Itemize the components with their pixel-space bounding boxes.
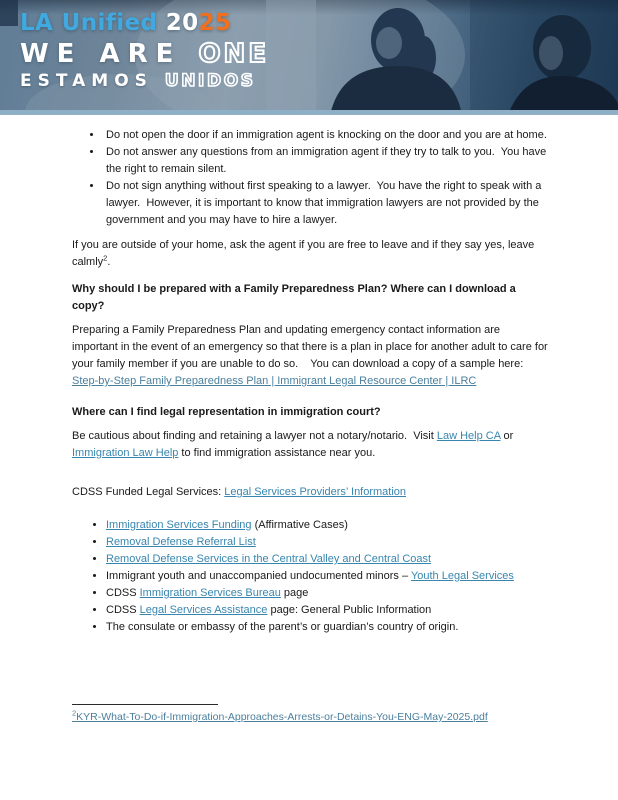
footnote-number: 2	[72, 708, 77, 718]
item-text: page	[280, 587, 309, 599]
paragraph-text: If you are outside of your home, ask the agent if you are free to leave and if they say yes, leave calmly	[72, 239, 535, 268]
item-text: CDSS	[106, 587, 140, 599]
immigration-services-funding-link[interactable]: Immigration Services Funding	[106, 519, 252, 531]
heading-family-preparedness: Why should I be prepared with a Family Preparedness Plan? Where can I download a copy?	[72, 283, 516, 312]
legal-services-assistance-link[interactable]: Legal Services Assistance	[139, 604, 268, 616]
be-cautious-paragraph	[72, 428, 524, 462]
item-text: Immigrant youth and unaccompanied undocumented minors –	[106, 570, 411, 582]
estamos-text: ESTAMOS	[20, 70, 165, 91]
outside-home-paragraph	[72, 237, 548, 271]
banner-title-line	[20, 11, 269, 36]
youth-legal-services-link[interactable]: Youth Legal Services	[410, 570, 514, 582]
banner-estamos-unidos	[20, 72, 269, 91]
list-item	[106, 517, 548, 534]
brand-name: LA Unified	[20, 10, 158, 36]
paragraph-text: Be cautious about finding and retaining a lawyer not a notary/notario. Visit	[72, 430, 437, 442]
footnote-divider	[72, 704, 218, 705]
paragraph-text: Preparing a Family Preparedness Plan and updating emergency contact information are important in the event of an emergency so that there is a plan in place for another adult to care for your family member if you are unable to do so. You can download a copy of a sample here:	[72, 324, 548, 370]
list-item: • Do not open the door if an immigration agent is knocking on the door and you are at home.	[103, 127, 548, 144]
list-item: • Do not answer any questions from an immigration agent if they try to talk to you. You have the right to remain silent.	[103, 144, 548, 178]
removal-defense-referral-list-link[interactable]: Removal Defense Referral List	[106, 536, 256, 548]
list-item: • Do not sign anything without first speaking to a lawyer. You have the right to speak with a lawyer. However, it is important to know that immigration lawyers are not provided by the government and you may have to hire a lawyer.	[103, 178, 548, 229]
year-part-white: 20	[165, 10, 199, 36]
paragraph-text: or	[500, 430, 514, 442]
paragraph-text: .	[107, 256, 111, 268]
ilrc-preparedness-plan-link[interactable]: Step-by-Step Family Preparedness Plan | Immigrant Legal Resource Center | ILRC	[72, 375, 477, 387]
preparing-plan-paragraph	[72, 322, 548, 390]
footnote-ref-2: 2	[103, 253, 108, 263]
document-body	[72, 127, 548, 636]
footnote-block	[72, 704, 488, 725]
item-text: page: General Public Information	[267, 604, 432, 616]
know-your-rights-list	[72, 127, 548, 229]
legal-services-providers-link[interactable]: Legal Services Providers’ Information	[224, 486, 407, 498]
immigration-services-bureau-link[interactable]: Immigration Services Bureau	[139, 587, 281, 599]
unidos-outline-text: UNIDOS	[164, 70, 256, 91]
kyr-pdf-footnote-link[interactable]	[72, 708, 488, 723]
la-unified-banner	[0, 0, 618, 115]
item-text: CDSS	[106, 604, 140, 616]
we-are-text: WE ARE	[20, 39, 199, 70]
year-part-orange: 25	[198, 10, 232, 36]
one-outline-text: ONE	[198, 39, 270, 70]
legal-services-list	[72, 517, 548, 636]
list-item	[106, 619, 548, 636]
cdss-funded-services-line	[72, 484, 548, 501]
list-item	[106, 585, 548, 602]
banner-bottom-strip	[0, 110, 618, 115]
list-item	[106, 568, 548, 585]
item-text: The consulate or embassy of the parent’s or guardian’s country of origin.	[106, 621, 459, 633]
immigration-law-help-link[interactable]: Immigration Law Help	[72, 447, 179, 459]
list-item	[106, 534, 548, 551]
list-item	[106, 551, 548, 568]
list-item	[106, 602, 548, 619]
footnote-link-text: KYR-What-To-Do-if-Immigration-Approaches-Arrests-or-Detains-You-ENG-May-2025.pdf	[76, 711, 488, 723]
banner-we-are-one	[20, 40, 269, 69]
heading-legal-representation: Where can I find legal representation in immigration court?	[72, 406, 381, 418]
paragraph-text: to find immigration assistance near you.	[178, 447, 376, 459]
law-help-ca-link[interactable]: Law Help CA	[436, 430, 501, 442]
removal-defense-central-valley-link[interactable]: Removal Defense Services in the Central Valley and Central Coast	[106, 553, 432, 565]
cdss-label: CDSS Funded Legal Services:	[72, 486, 225, 498]
banner-wordmark	[20, 11, 269, 91]
item-text: (Affirmative Cases)	[251, 519, 348, 531]
